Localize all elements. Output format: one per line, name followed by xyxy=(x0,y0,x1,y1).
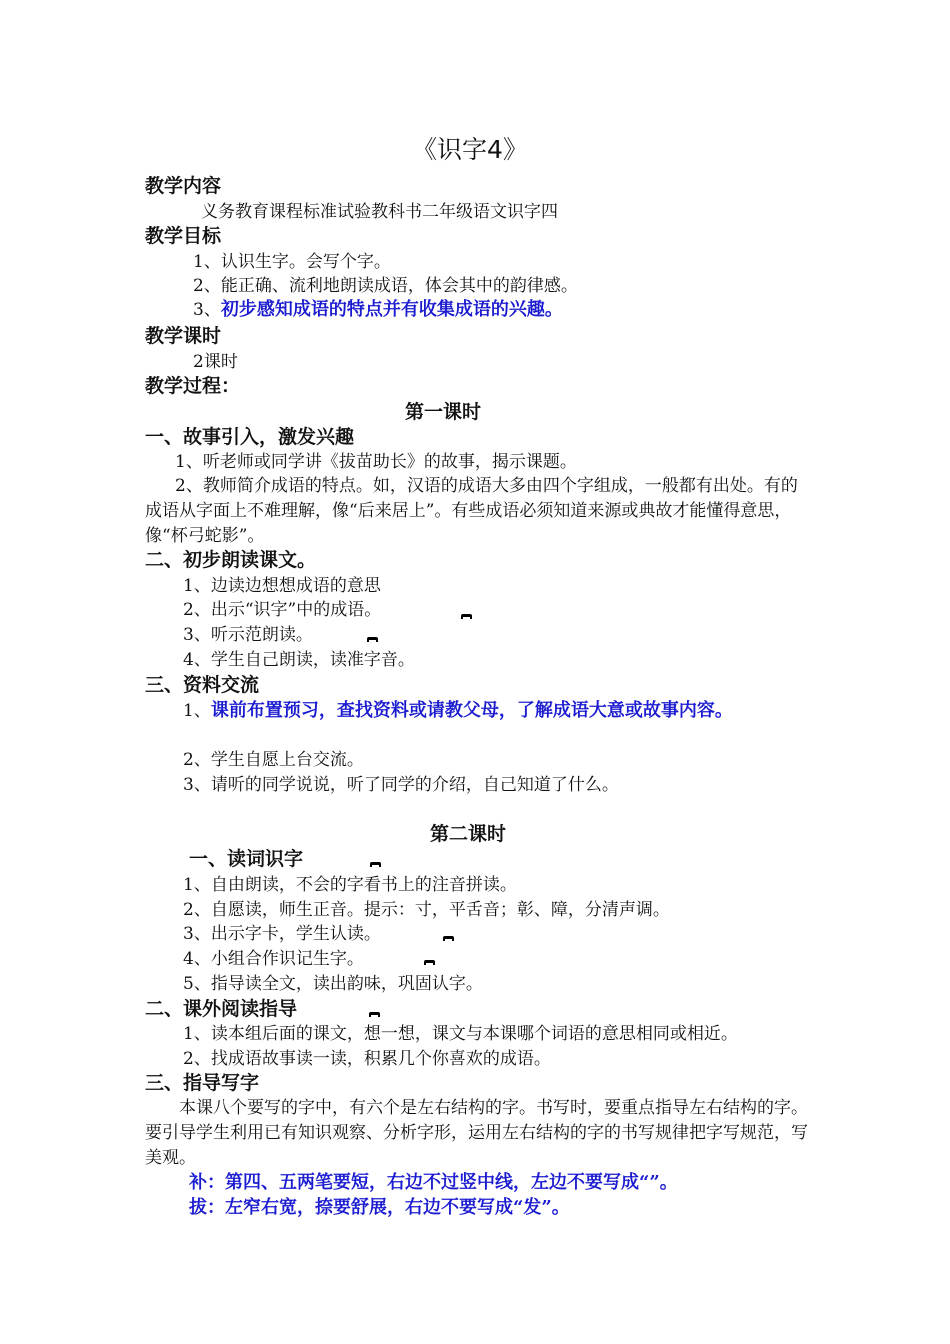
lesson1-section2-item: 3、听示范朗读。 xyxy=(183,625,313,645)
lesson2-section2-item: 2、找成语故事读一读，积累几个你喜欢的成语。 xyxy=(183,1049,551,1069)
lesson1-section2-heading: 二、初步朗读课文。 xyxy=(145,549,317,571)
lesson1-section3-item-1-prefix: 1、 xyxy=(183,701,211,721)
lesson1-section3-item: 2、学生自愿上台交流。 xyxy=(183,750,364,770)
lesson2-section1-item: 3、出示字卡，学生认读。 xyxy=(183,924,381,944)
lesson1-section3-item-1-emphasis: 课前布置预习，查找资料或请教父母，了解成语大意或故事内容。 xyxy=(210,700,733,721)
lesson1-section3-item: 3、请听的同学说说，听了同学的介绍，自己知道了什么。 xyxy=(183,775,619,795)
lesson2-section3-heading: 三、指导写字 xyxy=(145,1072,260,1094)
lesson1-section3-heading: 三、资料交流 xyxy=(145,674,260,696)
lesson1-section2-item: 4、学生自己朗读，读准字音。 xyxy=(183,650,415,670)
content-text: 义务教育课程标准试验教科书二年级语文识字四 xyxy=(201,202,558,222)
comment-marker-icon xyxy=(461,614,472,619)
goals-heading: 教学目标 xyxy=(145,225,222,247)
lesson2-section1-item: 5、指导读全文，读出韵味，巩固认字。 xyxy=(183,974,483,994)
document-title: 《识字4》 xyxy=(412,135,528,164)
lesson2-section1-heading: 一、读词识字 xyxy=(189,848,304,870)
lesson2-section3-paragraph: 本课八个要写的字中，有六个是左右结构的字。书写时，要重点指导左右结构的字。要引导学生利用已有知识观察、分析字形，运用左右结构的字的书写规律把字写规范，写美观。 xyxy=(145,1098,808,1168)
writing-note-ba: 拔：左窄右宽，捺要舒展，右边不要写成“发”。 xyxy=(189,1197,570,1218)
hours-text: 2课时 xyxy=(193,352,238,372)
comment-marker-icon xyxy=(367,637,378,642)
lesson1-title: 第一课时 xyxy=(405,401,482,423)
goal-item: 2、能正确、流利地朗读成语，体会其中的韵律感。 xyxy=(193,276,578,296)
comment-marker-icon xyxy=(424,960,435,965)
comment-marker-icon xyxy=(369,1012,380,1017)
lesson2-title: 第二课时 xyxy=(430,823,507,845)
goal-item-3-prefix: 3、 xyxy=(193,300,221,320)
goal-item-3-emphasis: 初步感知成语的特点并有收集成语的兴趣。 xyxy=(220,299,563,320)
lesson1-section3-item-1 xyxy=(145,698,813,724)
writing-note-bu: 补：第四、五两笔要短，右边不过竖中线，左边不要写成“”。 xyxy=(189,1172,678,1193)
lesson2-section2-item: 1、读本组后面的课文，想一想，课文与本课哪个词语的意思相同或相近。 xyxy=(183,1024,738,1044)
comment-marker-icon xyxy=(370,862,381,867)
comment-marker-icon xyxy=(443,936,454,941)
lesson1-section1-paragraph: 2、教师简介成语的特点。如，汉语的成语大多由四个字组成，一般都有出处。有的成语从字面上不难理解，像“后来居上”。有些成语必须知道来源或典故才能懂得意思，像“杯弓蛇影”。 xyxy=(145,476,798,546)
lesson2-section1-item: 4、小组合作识记生字。 xyxy=(183,949,364,969)
goal-item-3 xyxy=(193,298,563,322)
hours-heading: 教学课时 xyxy=(145,325,222,347)
lesson1-section2-item: 2、出示“识字”中的成语。 xyxy=(183,600,382,620)
content-heading: 教学内容 xyxy=(145,175,222,197)
lesson1-section1-heading: 一、故事引入，激发兴趣 xyxy=(145,426,355,448)
lesson2-section1-item: 1、自由朗读，不会的字看书上的注音拼读。 xyxy=(183,875,517,895)
process-heading: 教学过程： xyxy=(145,375,241,397)
goal-item: 1、认识生字。会写个字。 xyxy=(193,252,391,272)
lesson2-section1-item: 2、自愿读，师生正音。提示：寸，平舌音；彰、障，分清声调。 xyxy=(183,900,670,920)
lesson1-section2-item: 1、边读边想想成语的意思 xyxy=(183,576,381,596)
lesson2-section2-heading: 二、课外阅读指导 xyxy=(145,998,298,1020)
lesson1-section1-item: 1、听老师或同学讲《拔苗助长》的故事，揭示课题。 xyxy=(175,452,577,472)
